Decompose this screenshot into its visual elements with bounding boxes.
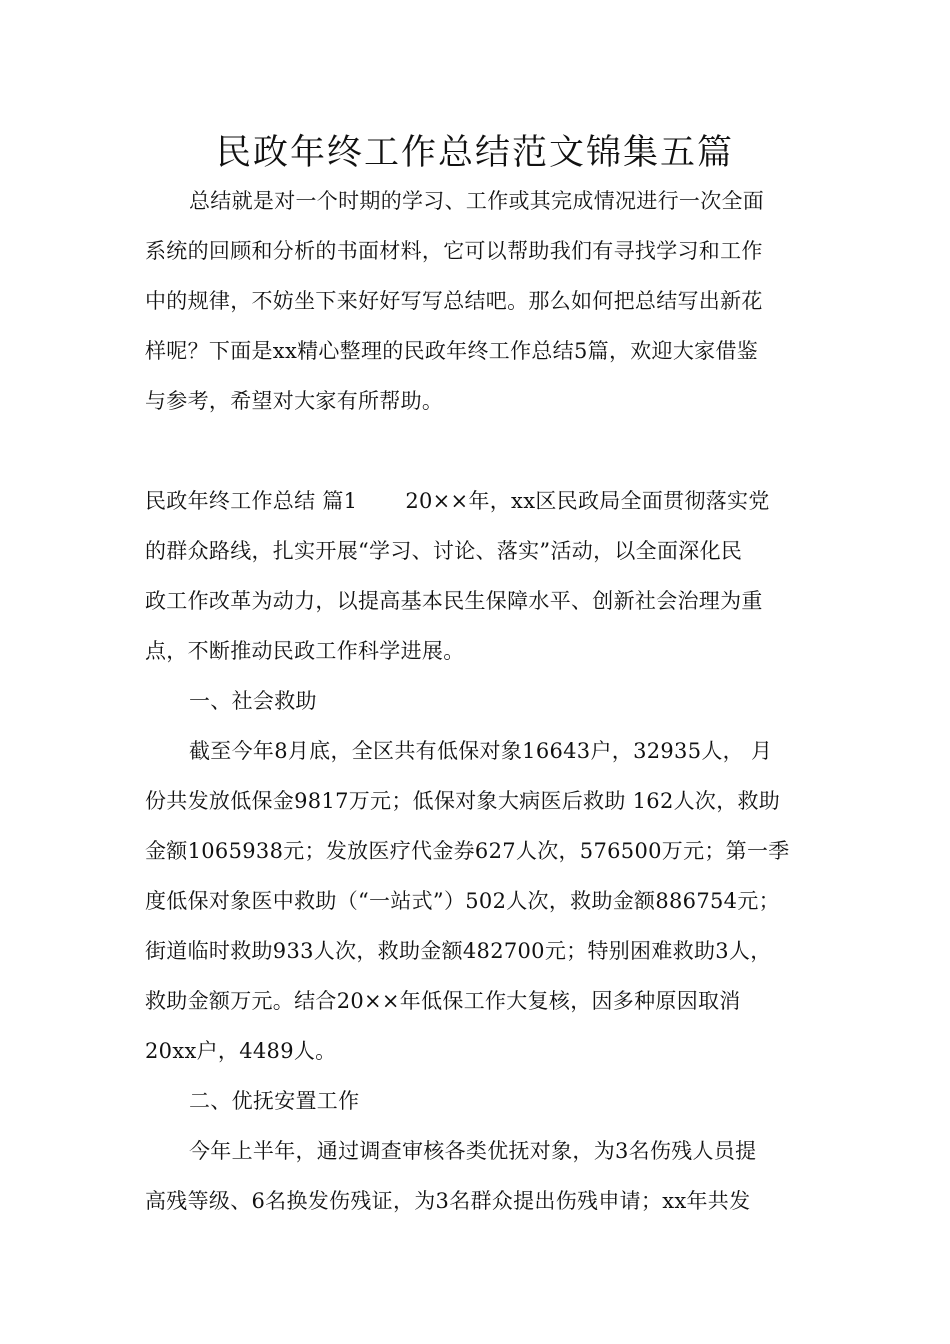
relief-line: 金额1065938元；发放医疗代金券627人次，576500万元；第一季 xyxy=(145,839,790,863)
section1-heading: 民政年终工作总结 篇1 xyxy=(145,489,358,513)
relief-line: 份共发放低保金9817万元；低保对象大病医后救助 162人次，救助 xyxy=(145,789,781,813)
care-line: 今年上半年，通过调查审核各类优抚对象，为3名伤残人员提 xyxy=(189,1139,757,1163)
intro-line: 中的规律，不妨坐下来好好写写总结吧。那么如何把总结写出新花 xyxy=(145,289,763,313)
subheading-care-placement: 二、优抚安置工作 xyxy=(189,1089,360,1113)
relief-line: 20xx户，4489人。 xyxy=(145,1039,337,1063)
care-line: 高残等级、6名换发伤残证，为3名群众提出伤残申请；xx年共发 xyxy=(145,1189,751,1213)
relief-line: 度低保对象医中救助（“一站式”）502人次，救助金额886754元； xyxy=(145,889,780,913)
section1-first-text: 20××年，xx区民政局全面贯彻落实党 xyxy=(405,489,770,513)
section1-line: 的群众路线，扎实开展“学习、讨论、落实”活动，以全面深化民 xyxy=(145,539,743,563)
section1-line: 点，不断推动民政工作科学进展。 xyxy=(145,639,465,663)
subheading-social-relief: 一、社会救助 xyxy=(189,689,317,713)
intro-line: 样呢？下面是xx精心整理的民政年终工作总结5篇，欢迎大家借鉴 xyxy=(145,339,759,363)
section1-line: 政工作改革为动力，以提高基本民生保障水平、创新社会治理为重 xyxy=(145,589,763,613)
relief-line: 截至今年8月底，全区共有低保对象16643户，32935人， 月 xyxy=(189,739,773,763)
intro-line: 总结就是对一个时期的学习、工作或其完成情况进行一次全面 xyxy=(189,189,765,213)
intro-line: 与参考，希望对大家有所帮助。 xyxy=(145,389,444,413)
intro-line: 系统的回顾和分析的书面材料，它可以帮助我们有寻找学习和工作 xyxy=(145,239,763,263)
relief-line: 救助金额万元。结合20××年低保工作大复核，因多种原因取消 xyxy=(145,989,741,1013)
section1-first-line xyxy=(145,484,810,518)
document-title: 民政年终工作总结范文锦集五篇 xyxy=(215,133,734,173)
relief-line: 街道临时救助933人次，救助金额482700元；特别困难救助3人， xyxy=(145,939,772,963)
